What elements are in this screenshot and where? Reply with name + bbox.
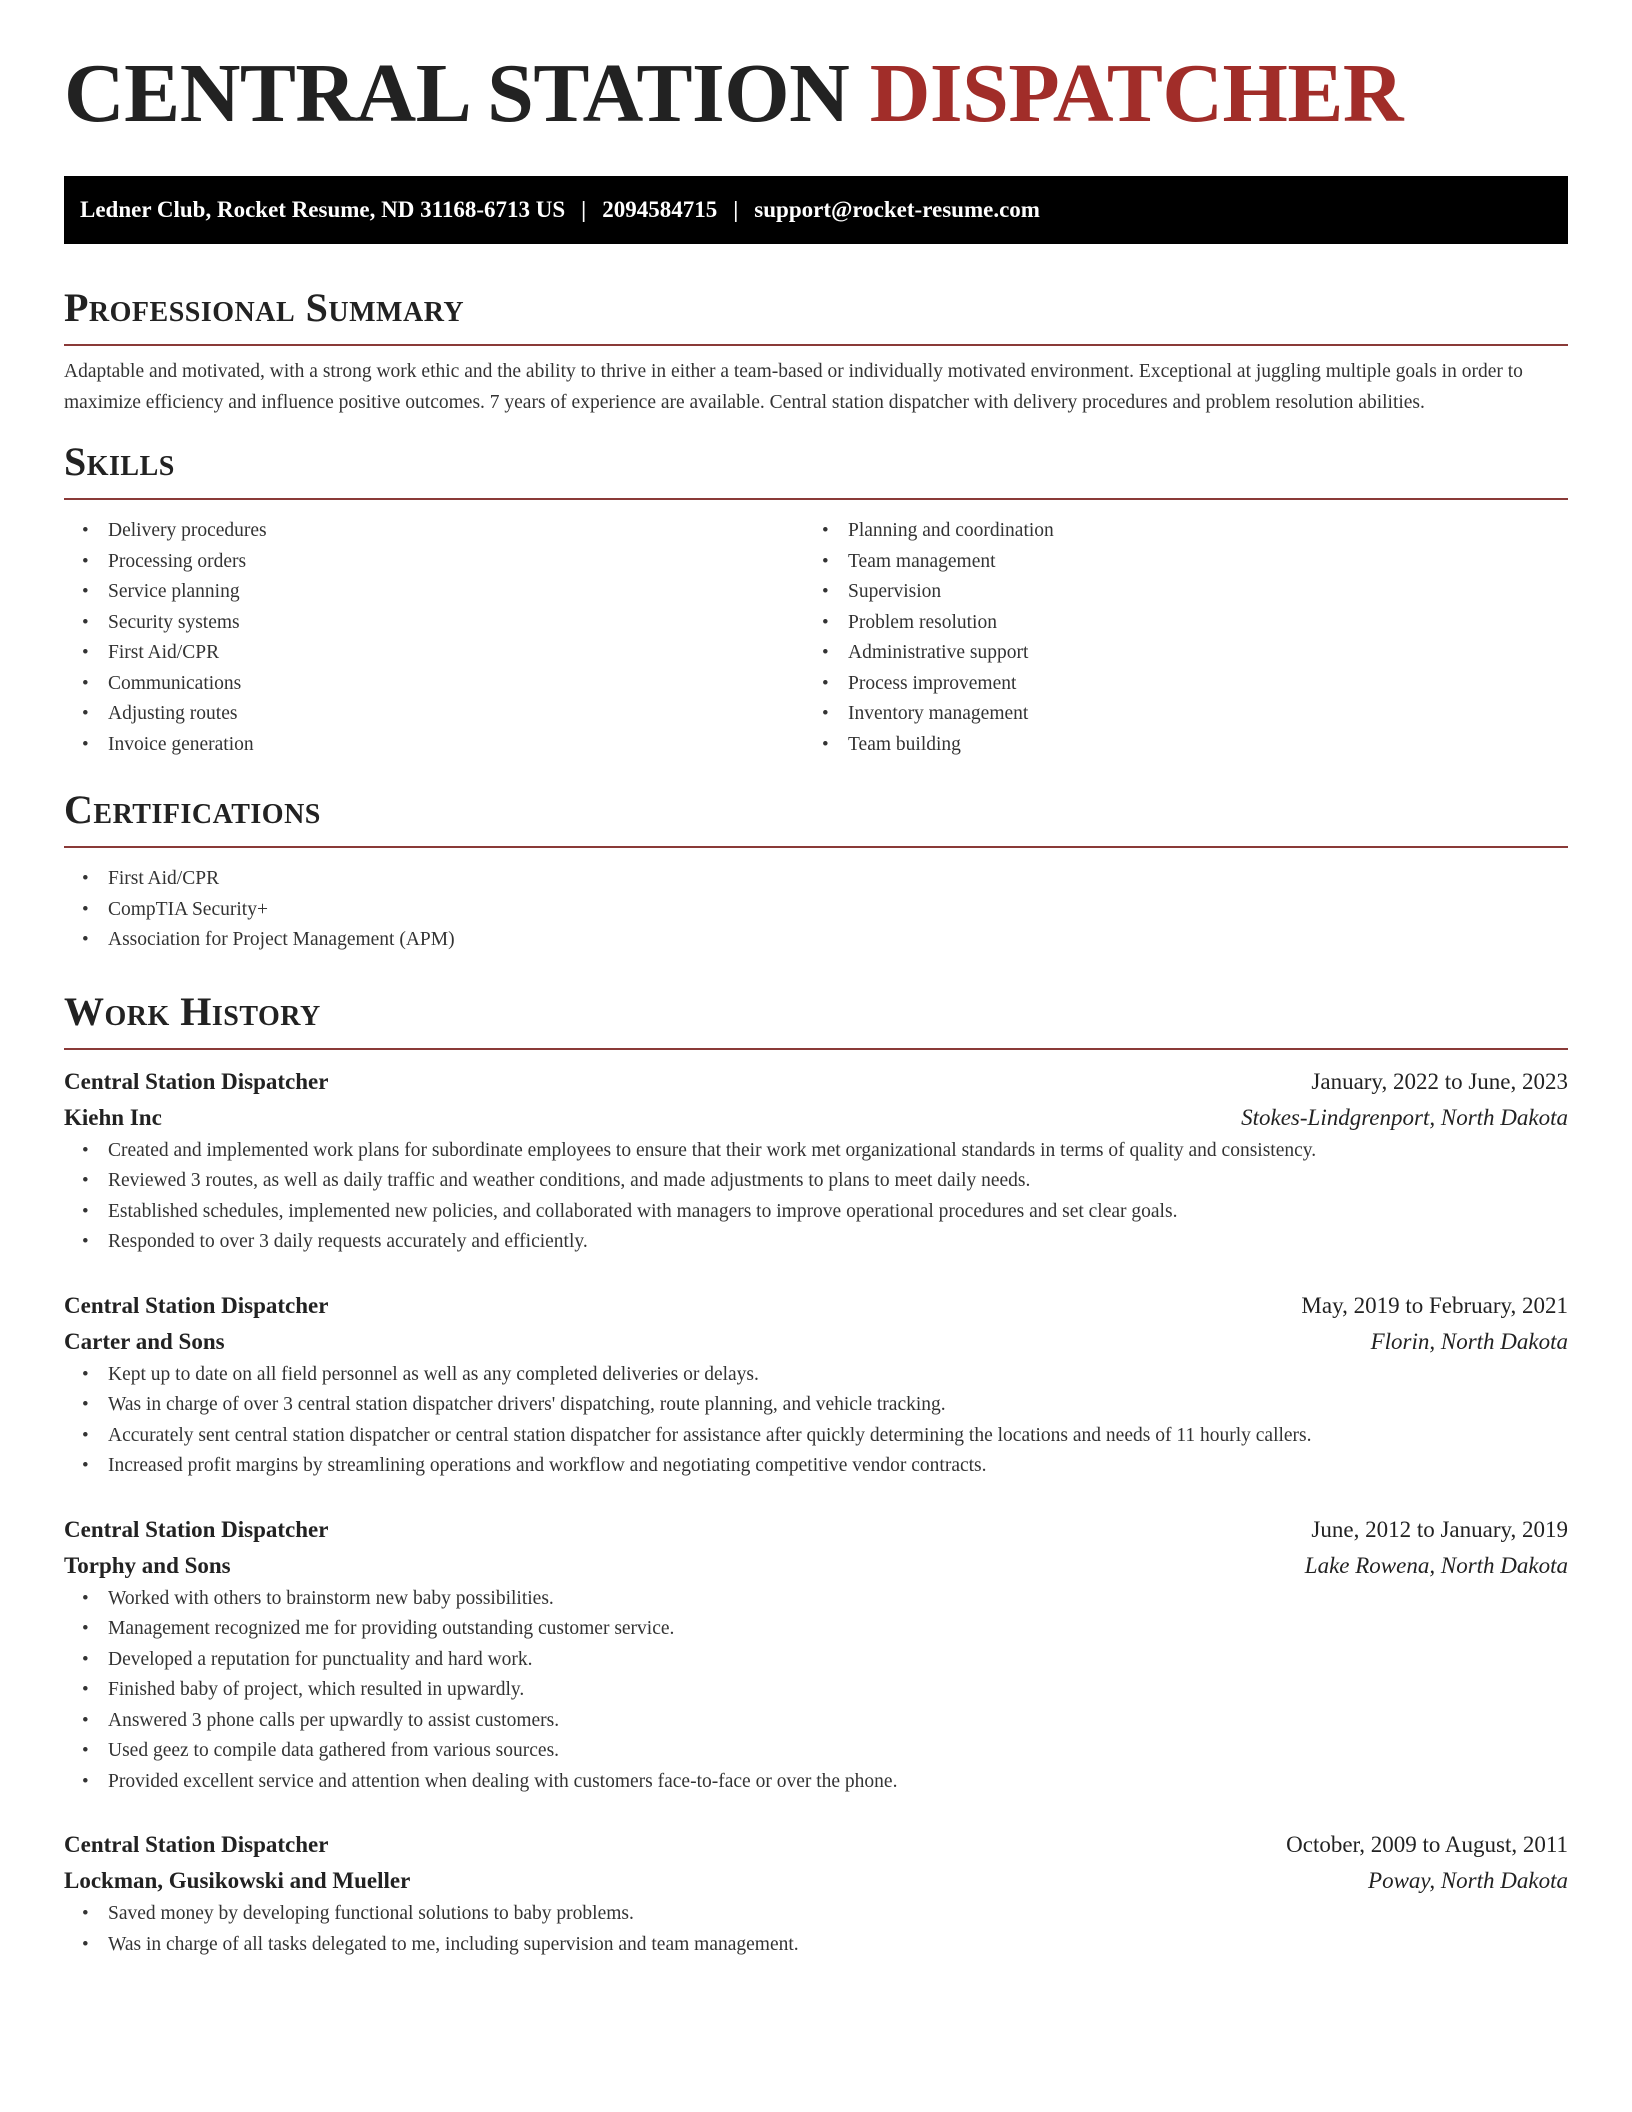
job-header [64, 1512, 1568, 1548]
job-subheader [64, 1100, 1568, 1136]
certification-item: • CompTIA Security+ [64, 895, 1568, 926]
job-header [64, 1064, 1568, 1100]
section-divider [64, 498, 1568, 500]
job-bullet: • Provided excellent service and attention when dealing with customers face-to-face or over the phone. [64, 1767, 1568, 1798]
job-entry [64, 1288, 1568, 1482]
skills-columns [64, 516, 1568, 760]
job-bullet: • Saved money by developing functional solutions to baby problems. [64, 1899, 1568, 1930]
job-dates: June, 2012 to January, 2019 [1311, 1516, 1568, 1542]
job-bullet: • Answered 3 phone calls per upwardly to assist customers. [64, 1706, 1568, 1737]
job-entry [64, 1827, 1568, 1960]
certifications-list [64, 864, 1568, 956]
job-bullet: • Was in charge of over 3 central station dispatcher drivers' dispatching, route planning, and vehicle tracking. [64, 1390, 1568, 1421]
section-title-summary: Professional Summary [64, 285, 465, 330]
job-dates: October, 2009 to August, 2011 [1286, 1832, 1568, 1857]
job-location: Stokes-Lindgrenport, North Dakota [1241, 1104, 1568, 1130]
job-header [64, 1827, 1568, 1863]
contact-phone: 2094584715 [602, 197, 718, 222]
job-location: Lake Rowena, North Dakota [1304, 1552, 1568, 1578]
job-bullets [64, 1584, 1568, 1798]
job-bullet: • Increased profit margins by streamlining operations and workflow and negotiating competitive vendor contracts. [64, 1451, 1568, 1482]
job-title: Central Station Dispatcher [64, 1832, 329, 1857]
certifications-section [64, 787, 1568, 956]
skill-item: • Problem resolution [804, 608, 1544, 639]
contact-email: support@rocket-resume.com [754, 197, 1040, 222]
job-company: Lockman, Gusikowski and Mueller [64, 1868, 411, 1893]
work-history-section [64, 988, 1568, 1961]
job-dates: May, 2019 to February, 2021 [1301, 1292, 1568, 1318]
skill-item: • Process improvement [804, 669, 1544, 700]
job-subheader [64, 1548, 1568, 1584]
job-bullet: • Worked with others to brainstorm new baby possibilities. [64, 1584, 1568, 1615]
job-entry [64, 1064, 1568, 1258]
job-bullets [64, 1899, 1568, 1960]
job-bullet: • Was in charge of all tasks delegated to me, including supervision and team management. [64, 1930, 1568, 1961]
contact-separator: | [733, 197, 739, 222]
skills-list-left [64, 516, 804, 760]
certification-item: • Association for Project Management (APM) [64, 925, 1568, 956]
job-header [64, 1288, 1568, 1324]
section-title-work-history: Work History [64, 988, 321, 1034]
job-bullet: • Finished baby of project, which resulted in upwardly. [64, 1675, 1568, 1706]
job-title: Central Station Dispatcher [64, 1516, 329, 1542]
skill-item: • Invoice generation [64, 730, 804, 761]
job-bullet: • Developed a reputation for punctuality and hard work. [64, 1645, 1568, 1676]
job-bullet: • Created and implemented work plans for subordinate employees to ensure that their work met organizational standards in terms of quality and consistency. [64, 1136, 1568, 1167]
section-divider [64, 1048, 1568, 1050]
contact-separator: | [581, 197, 587, 222]
skill-item: • Processing orders [64, 547, 804, 578]
skill-item: • Inventory management [804, 699, 1544, 730]
job-entry [64, 1512, 1568, 1798]
skills-list-right [804, 516, 1544, 760]
summary-section [64, 285, 1568, 418]
certification-item: • First Aid/CPR [64, 864, 1568, 895]
skill-item: • Adjusting routes [64, 699, 804, 730]
skill-item: • First Aid/CPR [64, 638, 804, 669]
job-company: Kiehn Inc [64, 1104, 162, 1130]
skill-item: • Security systems [64, 608, 804, 639]
section-divider [64, 846, 1568, 848]
job-bullet: • Kept up to date on all field personnel as well as any completed deliveries or delays. [64, 1360, 1568, 1391]
job-location: Florin, North Dakota [1370, 1328, 1568, 1354]
section-title-skills: Skills [64, 439, 175, 484]
section-title-certifications: Certifications [64, 787, 321, 832]
job-bullets [64, 1360, 1568, 1482]
job-dates: January, 2022 to June, 2023 [1311, 1068, 1568, 1094]
job-bullet: • Accurately sent central station dispatcher or central station dispatcher for assistance after quickly determining the locations and needs of 11 hourly callers. [64, 1421, 1568, 1452]
job-bullet: • Used geez to compile data gathered from various sources. [64, 1736, 1568, 1767]
job-subheader [64, 1324, 1568, 1360]
section-divider [64, 344, 1568, 346]
job-company: Torphy and Sons [64, 1552, 231, 1578]
name-accent: DISPATCHER [869, 47, 1404, 140]
skill-item: • Team building [804, 730, 1544, 761]
skill-item: • Team management [804, 547, 1544, 578]
contact-address: Ledner Club, Rocket Resume, ND 31168-6713 US [80, 197, 566, 222]
job-bullet: • Reviewed 3 routes, as well as daily traffic and weather conditions, and made adjustments to plans to meet daily needs. [64, 1166, 1568, 1197]
skills-section [64, 439, 1568, 760]
job-subheader [64, 1863, 1568, 1899]
skill-item: • Supervision [804, 577, 1544, 608]
skill-item: • Delivery procedures [64, 516, 804, 547]
job-bullets [64, 1136, 1568, 1258]
name-main: CENTRAL STATION [64, 47, 850, 140]
contact-bar [64, 176, 1568, 244]
skill-item: • Service planning [64, 577, 804, 608]
job-bullet: • Responded to over 3 daily requests accurately and efficiently. [64, 1227, 1568, 1258]
skill-item: • Administrative support [804, 638, 1544, 669]
job-location: Poway, North Dakota [1368, 1868, 1568, 1893]
job-bullet: • Established schedules, implemented new policies, and collaborated with managers to improve operational procedures and set clear goals. [64, 1197, 1568, 1228]
job-company: Carter and Sons [64, 1328, 225, 1354]
summary-text: Adaptable and motivated, with a strong work ethic and the ability to thrive in either a team-based or individually motivated environment. Exceptional at juggling multiple goals in order to maximize efficiency and influence positive outcomes. 7 years of experience are available. Central station dispatcher with delivery procedures and problem resolution abilities. [64, 361, 1523, 413]
job-title: Central Station Dispatcher [64, 1068, 329, 1094]
job-title: Central Station Dispatcher [64, 1292, 329, 1318]
resume-name [64, 0, 1568, 140]
skill-item: • Planning and coordination [804, 516, 1544, 547]
skill-item: • Communications [64, 669, 804, 700]
job-bullet: • Management recognized me for providing outstanding customer service. [64, 1614, 1568, 1645]
